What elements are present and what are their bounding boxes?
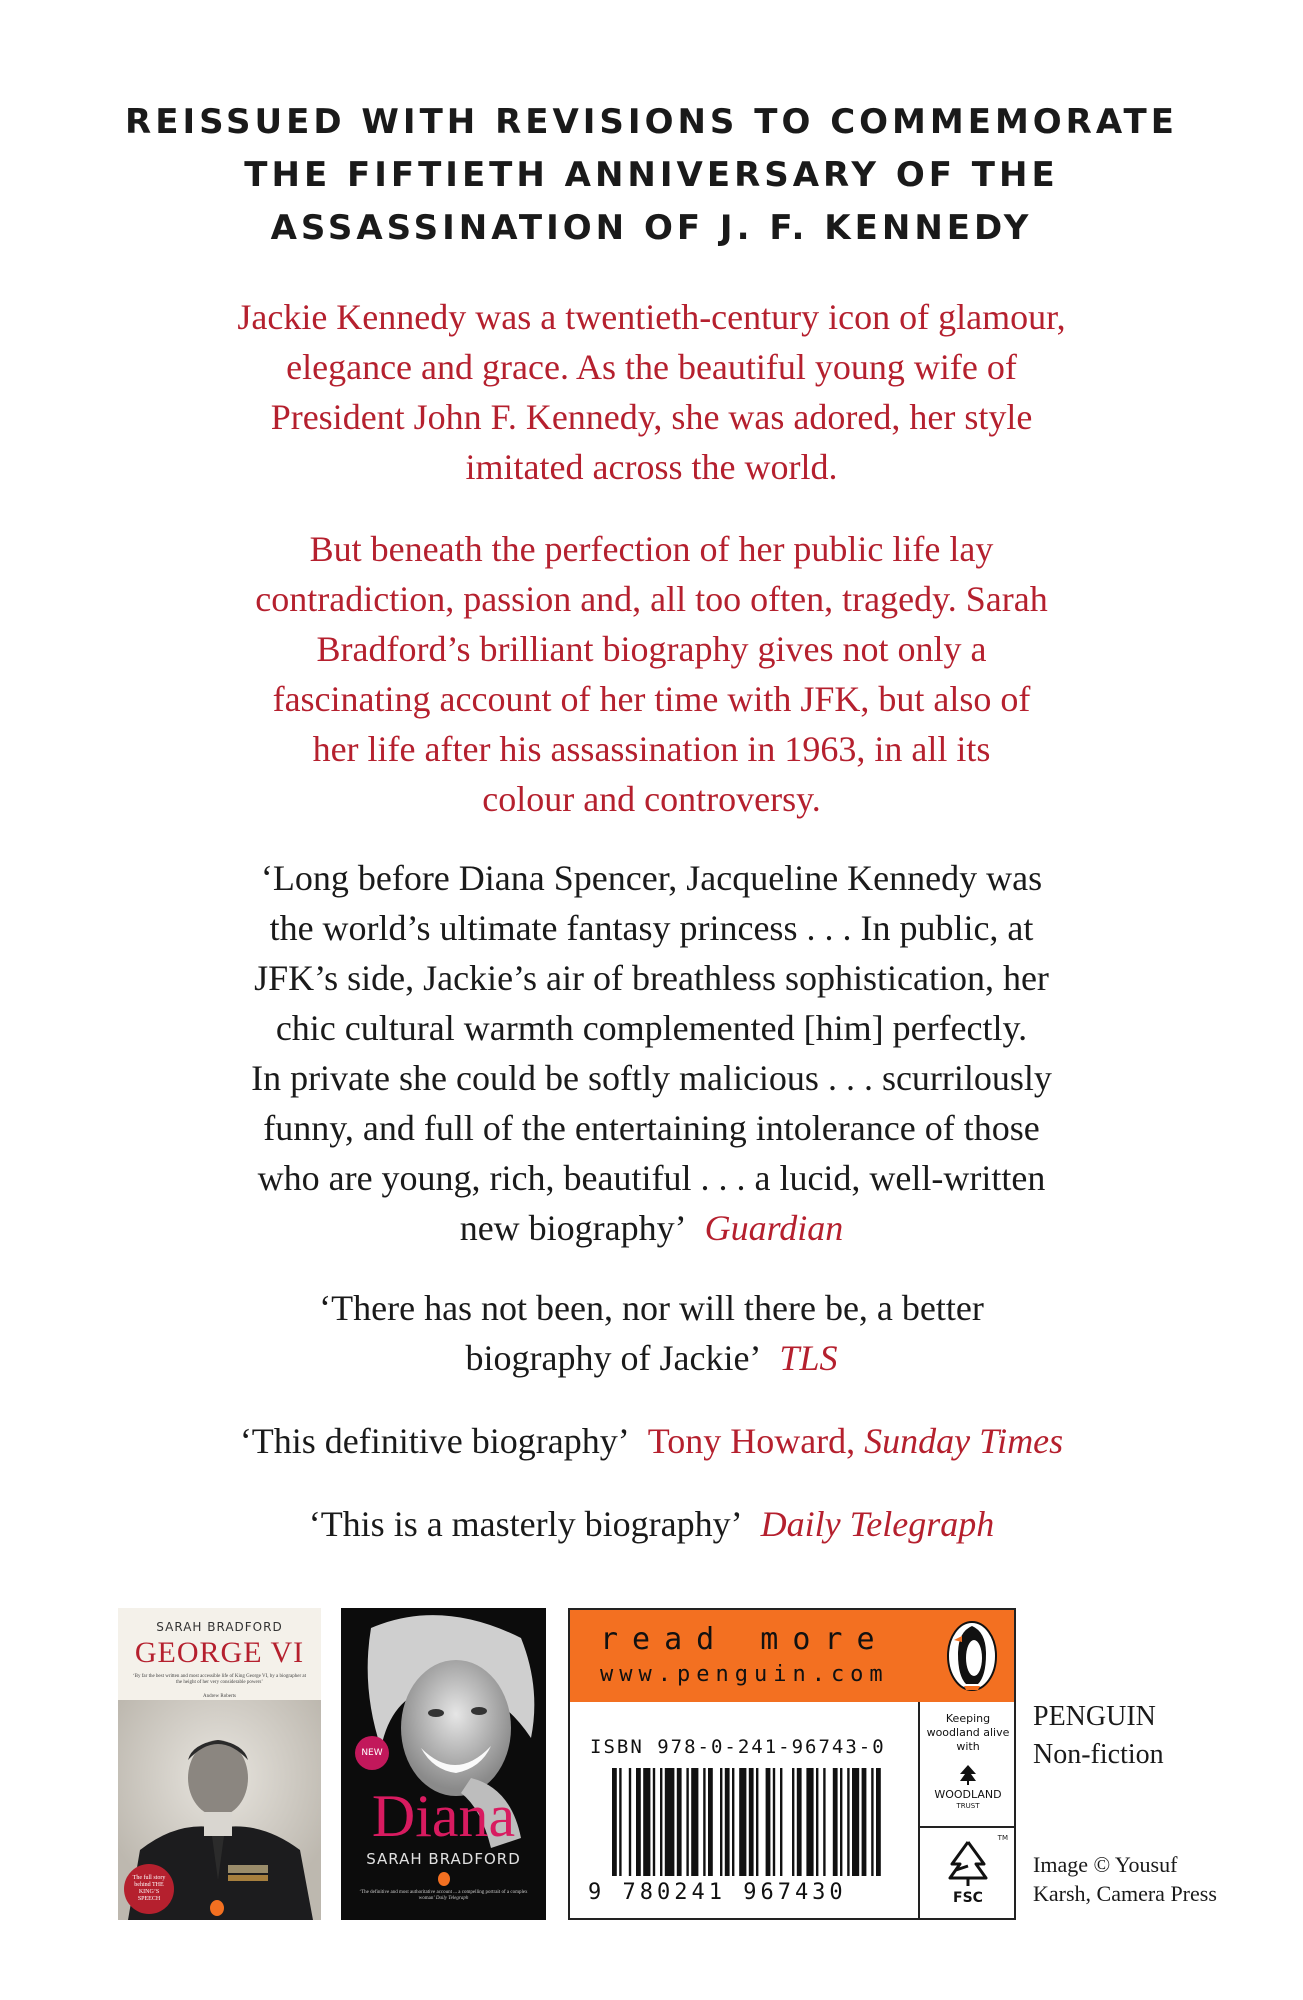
quote-line: ‘Long before Diana Spencer, Jacqueline Kennedy was — [260, 858, 1043, 898]
barcode-bar — [619, 1768, 621, 1876]
blurb-line: fascinating account of her time with JFK, but also of — [272, 679, 1031, 719]
fsc-tree-icon — [946, 1840, 990, 1888]
credit-line: Image © Yousuf — [1033, 1852, 1178, 1877]
penguin-logo-icon — [438, 1872, 450, 1886]
barcode-bar — [703, 1768, 705, 1876]
quote-line: In private she could be softly malicious . . . scurrilously — [251, 1058, 1052, 1098]
quote-source: TLS — [779, 1338, 838, 1378]
penguin-url[interactable]: www.penguin.com — [600, 1662, 889, 1687]
barcode-bar — [816, 1768, 818, 1876]
quote-line: funny, and full of the entertaining intolerance of those — [263, 1108, 1040, 1148]
blurb-line: elegance and grace. As the beautiful young wife of — [286, 347, 1017, 387]
cover-blurb-author: Andrew Roberts — [203, 1694, 236, 1699]
woodland-box — [920, 1702, 1016, 1828]
quote-line — [150, 1416, 1153, 1466]
quote-line — [150, 1333, 1153, 1383]
quote-source: Guardian — [704, 1208, 844, 1248]
tm-mark: TM — [997, 1834, 1008, 1842]
cover-quote-source: Daily Telegraph — [435, 1896, 469, 1901]
woodland-trust-label: WOODLAND — [934, 1788, 1002, 1801]
quote-line — [150, 1203, 1153, 1253]
barcode-bar — [660, 1768, 662, 1876]
woodland-trust-label-2: TRUST — [956, 1802, 980, 1810]
penguin-logo-icon — [210, 1900, 224, 1916]
cover-title: GEORGE VI — [134, 1636, 305, 1669]
barcode-bar — [840, 1768, 842, 1876]
new-badge — [355, 1736, 389, 1770]
cover-author: SARAH BRADFORD — [156, 1620, 283, 1634]
barcode-bar — [766, 1768, 771, 1876]
image-credit — [1033, 1850, 1217, 1908]
quote-source: Daily Telegraph — [760, 1504, 995, 1544]
cover-george-vi — [118, 1608, 321, 1920]
barcode-bar — [636, 1768, 641, 1876]
fsc-label: FSC — [953, 1890, 983, 1906]
barcode-bar — [653, 1768, 655, 1876]
publisher-info — [1033, 1698, 1164, 1774]
fsc-box — [920, 1828, 1016, 1918]
quote-line: ‘There has not been, nor will there be, a better — [319, 1288, 984, 1328]
barcode-panel — [568, 1608, 1016, 1920]
isbn-number: ISBN 978-0-241-96743-0 — [590, 1736, 886, 1758]
blurb-line: President John F. Kennedy, she was adored, her style — [270, 397, 1033, 437]
badge-text: NEW — [361, 1748, 383, 1758]
penguin-icon — [944, 1618, 1000, 1694]
review-quote-sunday-times — [150, 1416, 1153, 1466]
barcode-bar — [823, 1768, 825, 1876]
blurb-line: Bradford’s brilliant biography gives not only a — [316, 629, 987, 669]
barcode-bar — [643, 1768, 650, 1876]
barcode-bar — [686, 1768, 688, 1876]
barcode-bar — [708, 1768, 713, 1876]
cover-author: SARAH BRADFORD — [366, 1850, 521, 1868]
reissue-line: REISSUED WITH REVISIONS TO COMMEMORATE — [125, 102, 1178, 142]
quote-line: JFK’s side, Jackie’s air of breathless sophistication, her — [254, 958, 1049, 998]
quote-text: biography of Jackie’ — [465, 1338, 762, 1378]
cover-diana — [341, 1608, 546, 1920]
barcode-bar — [749, 1768, 754, 1876]
read-more-banner — [570, 1610, 1014, 1702]
barcode-bar — [756, 1768, 758, 1876]
sticker-text: The full story behind THE KING’S SPEECH — [132, 1875, 166, 1902]
blurb-line: colour and controversy. — [482, 779, 821, 819]
barcode-bar — [797, 1768, 802, 1876]
barcode-bar — [780, 1768, 782, 1876]
blurb-line: imitated across the world. — [465, 447, 838, 487]
quote-line: who are young, rich, beautiful . . . a lucid, well-written — [257, 1158, 1046, 1198]
barcode-digits: 9 780241 967430 — [588, 1880, 847, 1905]
leaf-icon — [958, 1764, 978, 1786]
review-quote-guardian — [150, 853, 1153, 1253]
barcode-bar — [862, 1768, 867, 1876]
blurb-paragraph-2 — [150, 524, 1153, 824]
barcode-bar — [629, 1768, 631, 1876]
reissue-line: ASSASSINATION OF J. F. KENNEDY — [270, 208, 1033, 248]
review-quote-telegraph — [150, 1499, 1153, 1549]
quote-text: ‘This is a masterly biography’ — [308, 1504, 743, 1544]
quote-line: chic cultural warmth complemented [him] perfectly. — [275, 1008, 1028, 1048]
barcode-bar — [725, 1768, 730, 1876]
blurb-paragraph-1 — [150, 292, 1153, 492]
cover-quote-text: ‘The definitive and most authoritative account ... a compelling portrait of a complex woman’ — [359, 1890, 528, 1901]
barcode-bar — [847, 1768, 849, 1876]
barcode-bar — [612, 1768, 617, 1876]
publisher-category: Non-fiction — [1033, 1739, 1164, 1770]
review-quote-tls — [150, 1283, 1153, 1383]
reissue-line: THE FIFTIETH ANNIVERSARY OF THE — [244, 155, 1059, 195]
eco-column — [918, 1702, 1016, 1918]
barcode-bar — [773, 1768, 775, 1876]
reissue-heading — [0, 96, 1303, 255]
barcode-bar — [665, 1768, 675, 1876]
quote-line: the world’s ultimate fantasy princess . . . In public, at — [269, 908, 1034, 948]
credit-line: Karsh, Camera Press — [1033, 1881, 1217, 1906]
barcode-bar — [677, 1768, 682, 1876]
barcode-bar — [691, 1768, 698, 1876]
cover-quote — [351, 1890, 536, 1902]
cover-title: Diana — [371, 1783, 516, 1849]
barcode-bar — [792, 1768, 794, 1876]
blurb-line: contradiction, passion and, all too often, tragedy. Sarah — [255, 579, 1048, 619]
read-more-text: read more — [600, 1622, 889, 1657]
blurb-line: But beneath the perfection of her public life lay — [309, 529, 994, 569]
quote-text: new biography’ — [459, 1208, 687, 1248]
barcode-bar — [833, 1768, 838, 1876]
barcode-bar — [720, 1768, 722, 1876]
woodland-text: Keeping woodland alive with — [926, 1712, 1010, 1753]
quote-source: Sunday Times — [864, 1421, 1064, 1461]
barcode-bar — [732, 1768, 734, 1876]
cover-sticker — [124, 1864, 174, 1914]
barcode-bar — [806, 1768, 813, 1876]
cover-blurb: ‘By far the best written and most accessible life of King George VI, by a biographer at the height of her very considerable powers’ — [133, 1674, 306, 1685]
quote-source-name: Tony Howard, — [647, 1421, 856, 1461]
barcode-bar — [876, 1768, 881, 1876]
barcode-bar — [871, 1768, 873, 1876]
barcode-bar — [852, 1768, 859, 1876]
quote-text: ‘This definitive biography’ — [239, 1421, 630, 1461]
publisher-name: PENGUIN — [1033, 1701, 1156, 1732]
barcode-bar — [739, 1768, 746, 1876]
barcode-image — [588, 1768, 888, 1888]
quote-line — [150, 1499, 1153, 1549]
blurb-line: her life after his assassination in 1963, in all its — [312, 729, 991, 769]
blurb-line: Jackie Kennedy was a twentieth-century icon of glamour, — [237, 297, 1066, 337]
